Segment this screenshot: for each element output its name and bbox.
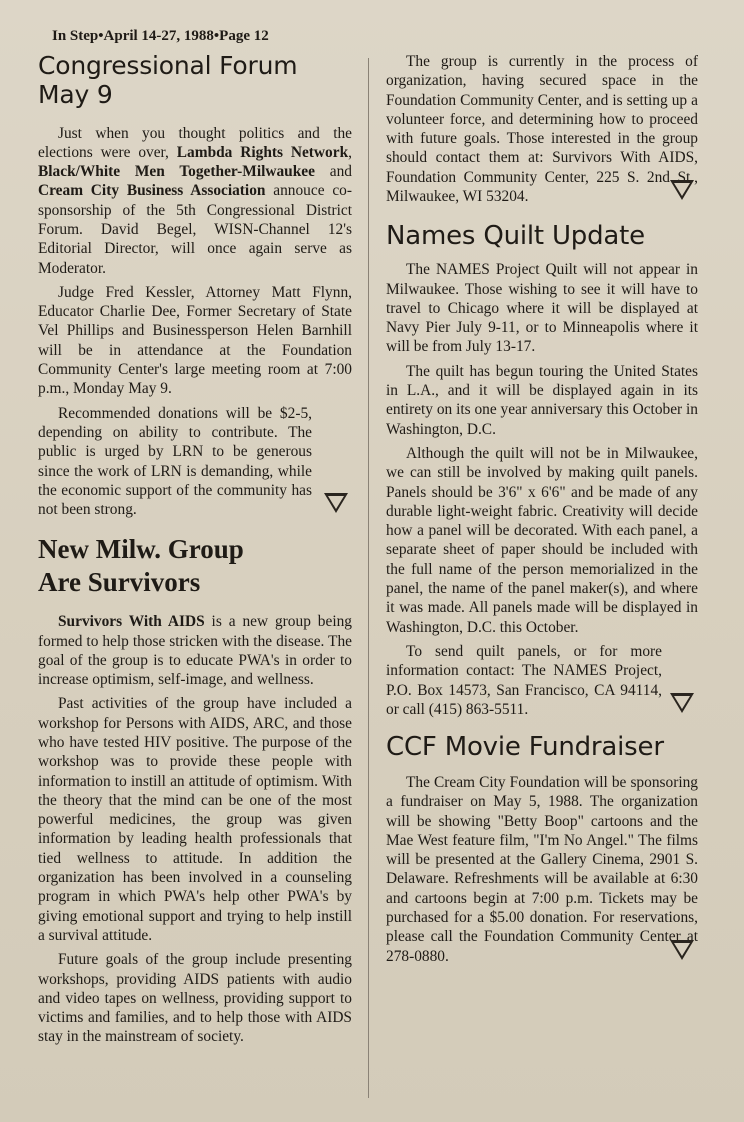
article-paragraph: The Cream City Foundation will be sponsoring a fundraiser on May 5, 1988. The organization will be showing "Betty Boop" cartoons and the Mae West feature film, "I'm No Angel." The films will be presented at the Gallery Cinema, 2901 S. Delaware. Refreshments will be available at 6:30 and cartoons begin at 7:00 p.m. Tickets may be purchased for a $5.00 donation. For reservations, please call the Foundation Community Center at 278-0880.: [386, 773, 698, 965]
article-names-quilt: [386, 222, 698, 719]
article-paragraph: Although the quilt will not be in Milwaukee, we can still be involved by making quilt panels. Panels should be 3'6" x 6'6" and be made of any durable light-weight fabric. Creativity will decide how a panel will be decorated. With each panel, a separate sheet of paper should be included with the full name of the person memorialized in the panel, the name of the panel maker(s), and where it was made. All panels made will be displayed in Washington, D.C. this October.: [386, 444, 698, 636]
article-paragraph: Just when you thought politics and the elections were over, Lambda Rights Network, Black/White Men Together-Milwaukee and Cream City Business Association annouce co-sponsorship of the 5th Congressional District Forum. David Begel, WISN-Channel 12's Editorial Director, will once again serve as Moderator.: [38, 124, 352, 277]
article-title: [38, 52, 352, 110]
right-column: [386, 52, 698, 966]
article-survivors-continued: [386, 52, 698, 206]
article-ccf-movie: [386, 733, 698, 966]
title-line-2: Are Survivors: [38, 566, 201, 597]
column-divider: [368, 58, 369, 1098]
article-paragraph: Past activities of the group have included a workshop for Persons with AIDS, ARC, and those who have tested HIV positive. The purpose of the workshop was to provide these people with information to instill an attitude of optimism. With the theory that the mind can be one of the most powerful medicines, the group was given information by leading health professionals that tied wellness to attitude. In addition the organization has been involved in a counseling program in which PWA's help other PWA's by giving emotional support and trying to help instill a survival attitude.: [38, 695, 352, 944]
triangle-end-mark-icon: [670, 940, 694, 960]
article-title: CCF Movie Fundraiser: [386, 732, 664, 763]
title-line-2: May 9: [38, 79, 113, 109]
article-paragraph: Recommended donations will be $2-5, depending on ability to contribute. The public is urged by LRN to be generous since the work of LRN is demanding, while the economic support of the community has not been strong.: [38, 404, 312, 519]
triangle-end-mark-icon: [324, 493, 348, 513]
article-paragraph: Future goals of the group include presenting workshops, providing AIDS patients with audio and video tapes on wellness, providing support to victims and families, and to help those with AIDS stay in the mainstream of society.: [38, 951, 352, 1046]
article-paragraph: To send quilt panels, or for more information contact: The NAMES Project, P.O. Box 14573, San Francisco, CA 94114, or call (415) 863-5511.: [386, 642, 662, 718]
article-paragraph: Judge Fred Kessler, Attorney Matt Flynn, Educator Charlie Dee, Former Secretary of State Vel Phillips and Businessperson Helen Barnhill will be in attendance at the Foundation Community Center's large meeting room at 7:00 p.m., Monday May 9.: [38, 283, 352, 398]
article-paragraph: The quilt has begun touring the United States in L.A., and it will be displayed again in its entirety on its one year anniversary this October in Washington, D.C.: [386, 362, 698, 438]
running-head: In Step•April 14-27, 1988•Page 12: [52, 28, 269, 44]
left-column: [38, 52, 352, 1047]
article-congressional-forum: [38, 52, 352, 519]
article-title: [38, 533, 352, 598]
article-paragraph: Survivors With AIDS is a new group being formed to help those stricken with the disease. The goal of the group is to educate PWA's in order to increase optimism, self-image, and wellness.: [38, 613, 352, 689]
title-line-1: New Milw. Group: [38, 534, 244, 565]
article-survivors: [38, 533, 352, 1046]
triangle-end-mark-icon: [670, 180, 694, 200]
article-paragraph: The group is currently in the process of organization, having secured space in the Foundation Community Center, and is setting up a volunteer force, and determining how to proceed with future goals. Those interested in the group should contact them at: Survivors With AIDS, Foundation Community Center, 225 S. 2nd St., Milwaukee, WI 53204.: [386, 53, 698, 206]
article-title: Names Quilt Update: [386, 221, 645, 252]
title-line-1: Congressional Forum: [38, 51, 298, 80]
article-paragraph: The NAMES Project Quilt will not appear in Milwaukee. Those wishing to see it will have to travel to Chicago where it will be displayed at Navy Pier July 9-11, or to Minneapolis where it will be from July 13-17.: [386, 261, 698, 356]
triangle-end-mark-icon: [670, 693, 694, 713]
